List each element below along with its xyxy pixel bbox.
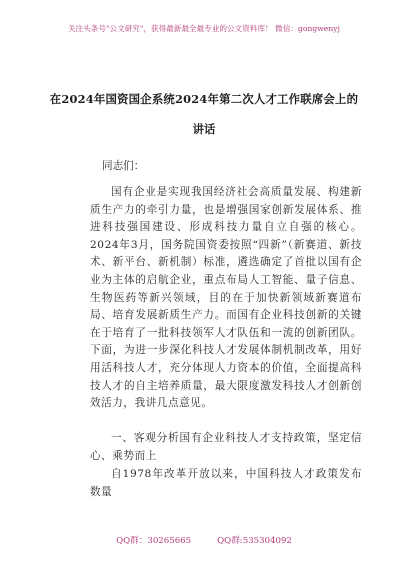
footer-contact [0,534,408,546]
footer-qq-group-2: QQ群:535304092 [217,536,292,546]
body-paragraph: 国有企业是实现我国经济社会高质量发展、构建新质生产力的牵引力量，也是增强国家创新发展体系、推进科技强国建设、形成科技力量自立自强的核心。2024年3月，国务院国资委按照“四新”（新赛道、新技术、新平台、新机制）标准，遴选确定了首批以国有企业为主体的启航企业，重点布局人工智能、量子信息、生物医药等新兴领域，目的在于加快新领域新赛道布局、培育发展新质生产力。而国有企业科技创新的关键在于培育了一批科技领军人才队伍和一流的创新团队。下面，为进一步深化科技人才发展体制机制改革，用好用活科技人才，充分体现人力资本的价值，全面提高科技人才的自主培养质量，最大限度激发科技人才创新创效活力，我讲几点意见。 [90,186,362,410]
promo-banner: 关注头条号"公文研究"，获得最新最全最专业的公文资料库！ 微信：gongwenyj [67,24,341,33]
section-heading: 一、客观分析国有企业科技人才支持政策，坚定信心、乘势而上 [90,432,362,462]
footer-qq-group-1: QQ群：30265665 [116,536,192,546]
body-paragraph: 自1978年改革开放以来，中国科技人才政策发布数量 [90,468,362,498]
salutation: 同志们： [102,160,145,172]
document-title: 在2024年国资国企系统2024年第二次人才工作联席会上的 [49,92,359,106]
document-title-continued: 讲话 [192,122,216,136]
